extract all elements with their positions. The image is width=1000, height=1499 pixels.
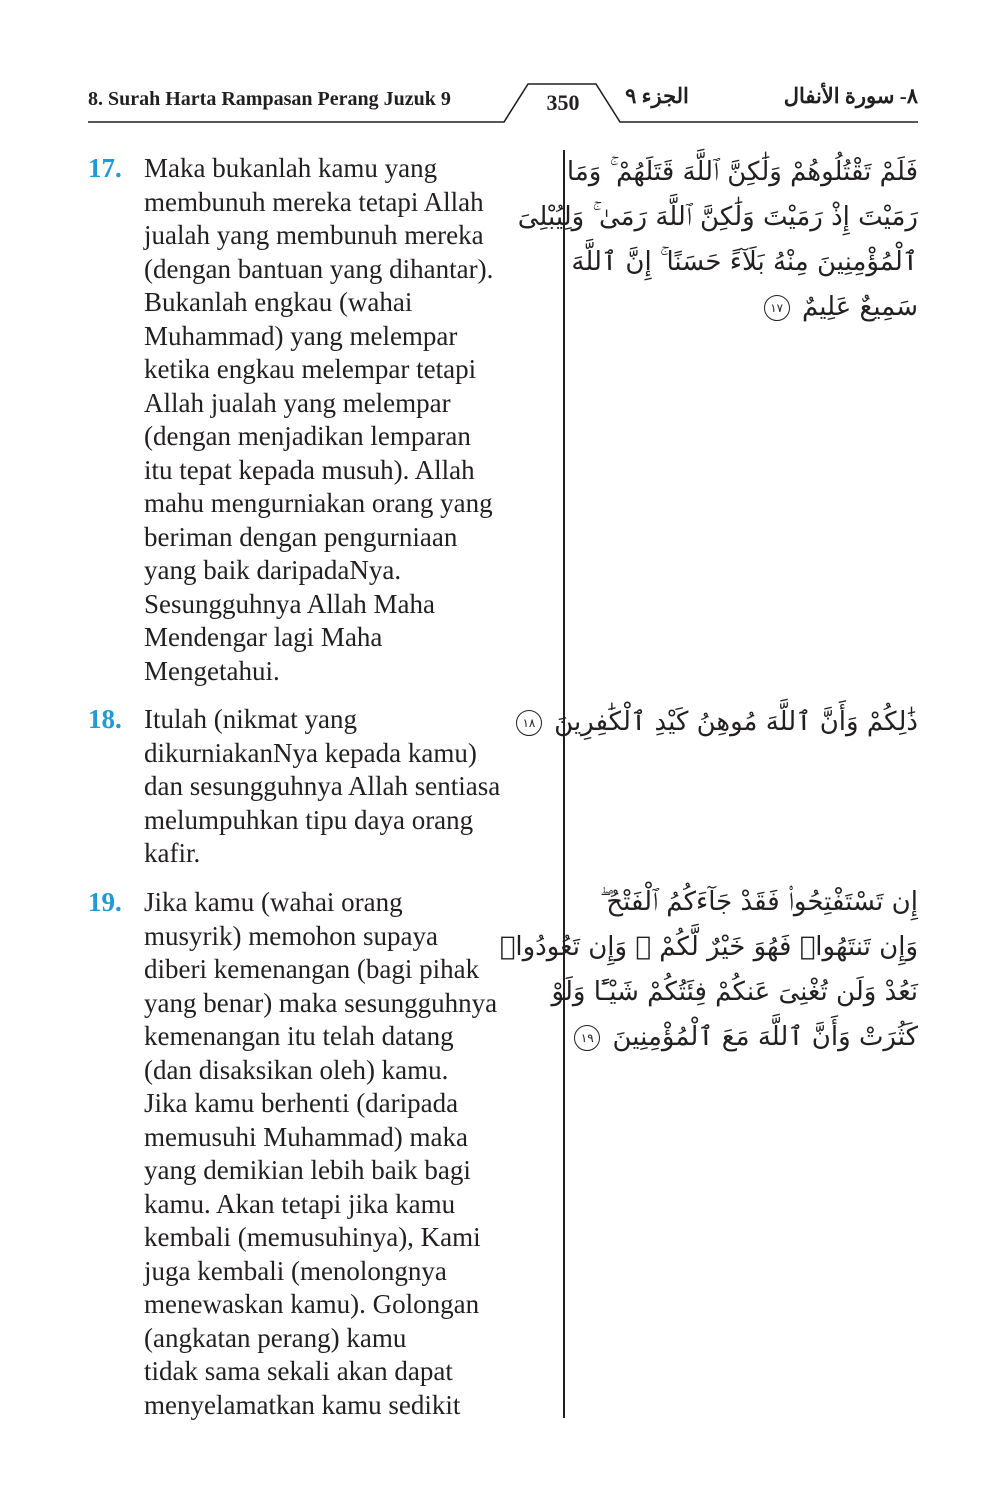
arabic-line: إِن تَسْتَفْتِحُوا۟ فَقَدْ جَآءَكُمُ ٱلْفَتْحُ ۖ bbox=[599, 887, 918, 917]
arabic-line: وَإِن تَنتَهُوا۟ فَهُوَ خَيْرٌ لَّكُمْ ۖ وَإِن تَعُودُوا۟ bbox=[499, 932, 918, 962]
verse-17-translation bbox=[88, 152, 558, 688]
verse-19-translation bbox=[88, 886, 558, 1422]
verse-text: Itulah (nikmat yang dikurniakanNya kepada kamu) dan sesungguhnya Allah sentiasa melumpuhkan tipu daya orang kafir. bbox=[144, 704, 501, 868]
verse-text: Maka bukanlah kamu yang membunuh mereka tetapi Allah jualah yang membunuh mereka (dengan bantuan yang dihantar). Bukanlah engkau (wahai Muhammad) yang melempar ketika engkau melempar tetapi Allah jualah yang melempar (dengan menjadikan lemparan itu tepat kepada musuh). Allah mahu mengurniakan orang yang beriman dengan pengurniaan yang baik daripadaNya. Sesungguhnya Allah Maha Mendengar lagi Maha Mengetahui. bbox=[144, 153, 494, 686]
arabic-line-text: كَثُرَتْ وَأَنَّ ٱللَّهَ مَعَ ٱلْمُؤْمِنِينَ bbox=[612, 1022, 918, 1052]
verse-text: Jika kamu (wahai orang musyrik) memohon supaya diberi kemenangan (bagi pihak yang benar) maka sesungguhnya kemenangan itu telah datang (dan disaksikan oleh) kamu. Jika kamu berhenti (daripada memusuhi Muhammad) maka yang demikian lebih baik bagi kamu. Akan tetapi jika kamu kembali (memusuhinya), Kami juga kembali (menolongnya menewaskan kamu). Golongan (angkatan perang) kamu tidak sama sekali akan dapat menyelamatkan kamu sedikit bbox=[144, 887, 498, 1420]
verse-number: 18. bbox=[88, 704, 122, 734]
arabic-line: رَمَيْتَ إِذْ رَمَيْتَ وَلَٰكِنَّ ٱللَّهَ رَمَىٰ ۚ وَلِيُبْلِىَ bbox=[517, 202, 918, 232]
arabic-line bbox=[522, 700, 918, 745]
arabic-line: نَعُدْ وَلَن تُغْنِىَ عَنكُمْ فِئَتُكُمْ شَيْـًٔا وَلَوْ bbox=[551, 977, 918, 1007]
arabic-line-text: ذَٰلِكُمْ وَأَنَّ ٱللَّهَ مُوهِنُ كَيْدِ ٱلْكَٰفِرِينَ bbox=[554, 707, 918, 737]
verse-18-translation bbox=[88, 703, 558, 871]
ayah-end-marker: ١٩ bbox=[574, 1025, 600, 1051]
header-surah-title: 8. Surah Harta Rampasan Perang Juzuk 9 bbox=[88, 88, 451, 110]
verse-number: 19. bbox=[88, 887, 122, 917]
header-surah-arabic: ٨- سورة الأنفال bbox=[783, 84, 918, 108]
page-number: 350 bbox=[546, 90, 580, 115]
header-juz-arabic: الجزء ٩ bbox=[625, 84, 689, 108]
page-header bbox=[0, 0, 1000, 130]
ayah-end-marker: ١٨ bbox=[516, 710, 542, 736]
column-divider bbox=[563, 150, 565, 1418]
verse-19-arabic bbox=[499, 880, 918, 1060]
arabic-line bbox=[580, 1015, 918, 1060]
verse-number: 17. bbox=[88, 153, 122, 183]
ayah-end-marker: ١٧ bbox=[764, 295, 790, 321]
arabic-line: ٱلْمُؤْمِنِينَ مِنْهُ بَلَآءً حَسَنًا ۚ إِنَّ ٱللَّهَ bbox=[571, 247, 918, 277]
arabic-line-text: سَمِيعٌ عَلِيمٌ bbox=[801, 292, 918, 322]
arabic-line bbox=[590, 285, 918, 330]
arabic-line: فَلَمْ تَقْتُلُوهُمْ وَلَٰكِنَّ ٱللَّهَ قَتَلَهُمْ ۚ وَمَا bbox=[566, 157, 918, 187]
verse-17-arabic bbox=[517, 150, 918, 330]
verse-18-arabic bbox=[522, 700, 918, 745]
